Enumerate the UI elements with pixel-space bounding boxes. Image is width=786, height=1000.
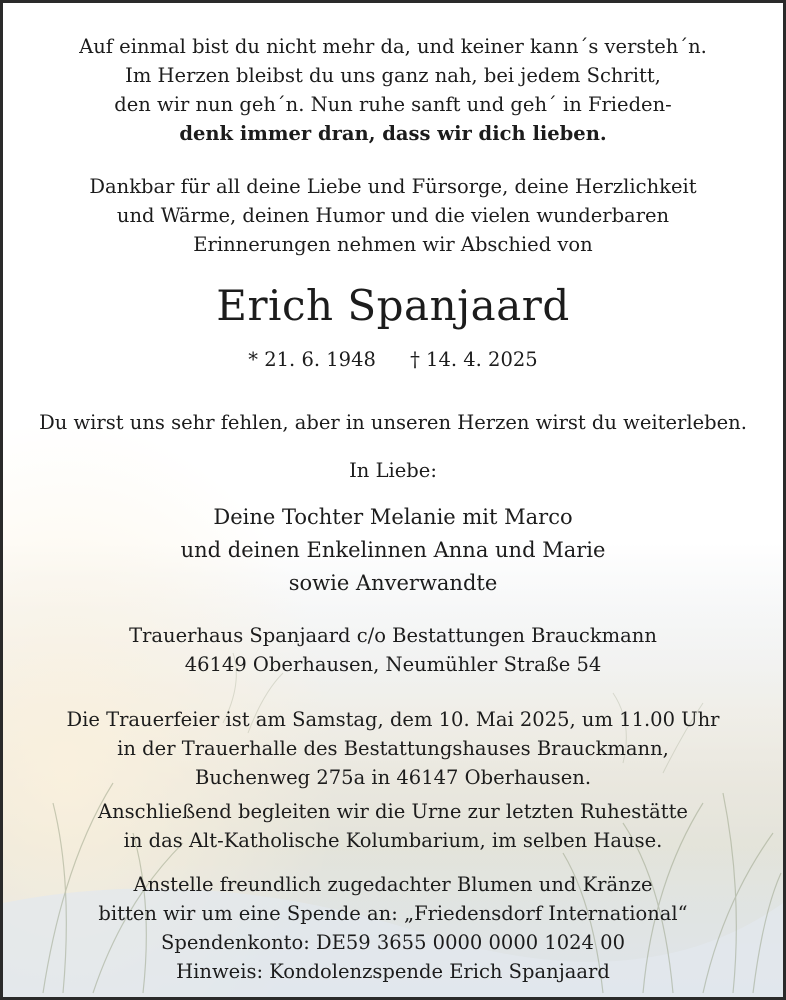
- life-dates: [3, 346, 783, 374]
- birth-date: * 21. 6. 1948: [248, 348, 376, 371]
- verse-line-4: denk immer dran, dass wir dich lieben.: [179, 122, 607, 145]
- mourner-line-3: sowie Anverwandte: [288, 571, 498, 595]
- death-date: † 14. 4. 2025: [410, 348, 538, 371]
- donation-line-2: bitten wir um eine Spende an: „Friedensdorf International“: [98, 902, 688, 925]
- intro-line-2: und Wärme, deinen Humor und die vielen wunderbaren: [116, 204, 670, 227]
- mourner-line-2: und deinen Enkelinnen Anna und Marie: [180, 538, 606, 562]
- ceremony-line-3: Buchenweg 275a in 46147 Oberhausen.: [194, 766, 592, 789]
- ceremony-line-2: in der Trauerhalle des Bestattungshauses Brauckmann,: [117, 737, 669, 760]
- deceased-name: Erich Spanjaard: [216, 281, 570, 330]
- verse-line-3: den wir nun geh´n. Nun ruhe sanft und geh´ in Frieden-: [114, 93, 672, 116]
- urn-line-2: in das Alt-Katholische Kolumbarium, im selben Hause.: [123, 829, 663, 852]
- donation-reference: Hinweis: Kondolenzspende Erich Spanjaard: [176, 960, 610, 983]
- mourner-line-1: Deine Tochter Melanie mit Marco: [213, 505, 573, 529]
- ceremony-line-1: Die Trauerfeier ist am Samstag, dem 10. Mai 2025, um 11.00 Uhr: [66, 708, 720, 731]
- urn-line-1: Anschließend begleiten wir die Urne zur letzten Ruhestätte: [98, 800, 688, 823]
- verse-line-2: Im Herzen bleibst du uns ganz nah, bei jedem Schritt,: [125, 64, 661, 87]
- address-line-2: 46149 Oberhausen, Neumühler Straße 54: [184, 653, 602, 676]
- verse-line-1: Auf einmal bist du nicht mehr da, und keiner kann´s versteh´n.: [79, 35, 707, 58]
- address-line-1: Trauerhaus Spanjaard c/o Bestattungen Brauckmann: [129, 624, 657, 647]
- intro-line-1: Dankbar für all deine Liebe und Fürsorge, deine Herzlichkeit: [89, 175, 697, 198]
- in-love-label: In Liebe:: [349, 459, 437, 482]
- donation-line-1: Anstelle freundlich zugedachter Blumen und Kränze: [133, 873, 653, 896]
- intro-line-3: Erinnerungen nehmen wir Abschied von: [193, 233, 593, 256]
- farewell-text: Du wirst uns sehr fehlen, aber in unseren Herzen wirst du weiterleben.: [39, 411, 747, 434]
- donation-account: Spendenkonto: DE59 3655 0000 0000 1024 00: [161, 931, 625, 954]
